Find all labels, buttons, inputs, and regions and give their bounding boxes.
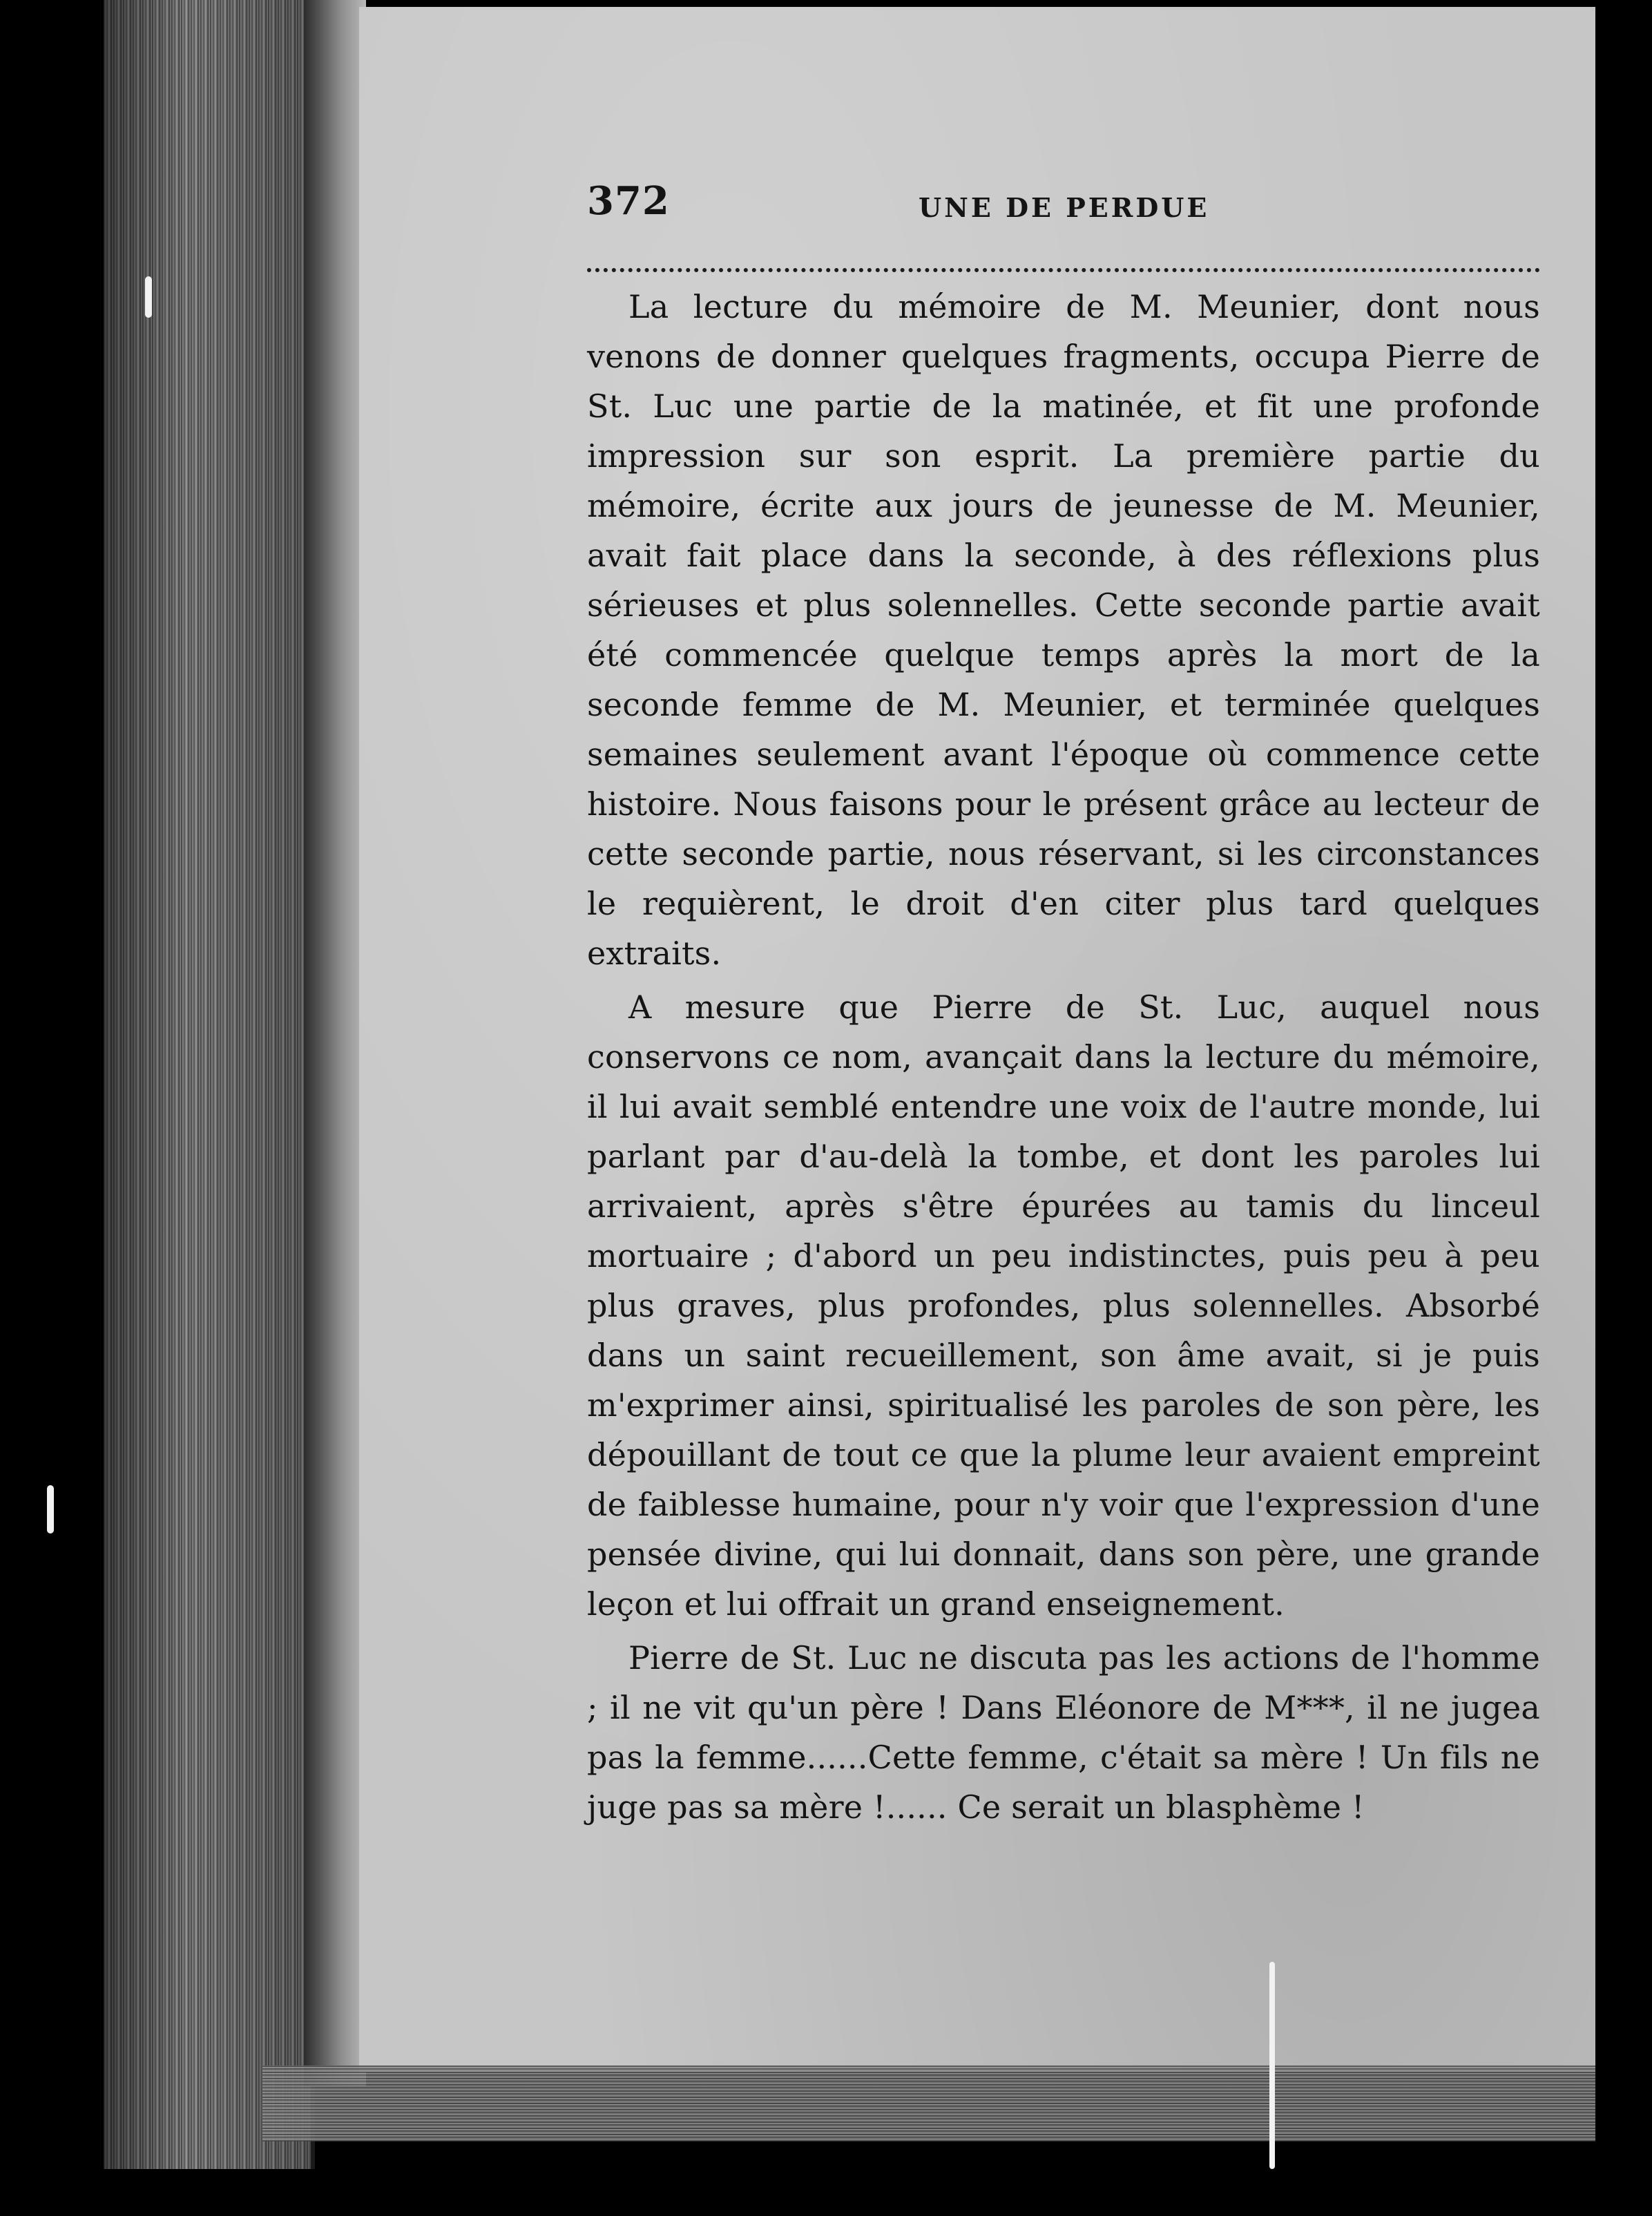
page-number: 372 <box>587 178 670 224</box>
book-gutter <box>304 0 366 2086</box>
running-title: UNE DE PERDUE <box>919 192 1210 223</box>
book-page-edges <box>104 0 315 2169</box>
paragraph: Pierre de St. Luc ne discuta pas les actions de l'homme ; il ne vit qu'un père ! Dans Eléonore de M***, il ne jugea pas la femme......Cette femme, c'était sa mère ! Un fils ne juge pas sa mère !...... Ce serait un blasphème ! <box>587 1639 1540 1826</box>
scan-scratch-mark <box>1269 1962 1275 2169</box>
page-text-block <box>587 178 1540 1832</box>
scan-scratch-mark <box>145 276 152 318</box>
paragraph: La lecture du mémoire de M. Meunier, dont nous venons de donner quelques fragments, occupa Pierre de St. Luc une partie de la matinée, et fit une profonde impression sur son esprit. La première partie du mémoire, écrite aux jours de jeunesse de M. Meunier, avait fait place dans la seconde, à des réflexions plus sérieuses et plus solennelles. Cette seconde partie avait été commencée quelque temps après la mort de la seconde femme de M. Meunier, et terminée quelques semaines seulement avant l'époque où commence cette histoire. Nous faisons pour le présent grâce au lecteur de cette seconde partie, nous réservant, si les circonstances le requièrent, le droit d'en citer plus tard quelques extraits. <box>587 288 1540 972</box>
paragraph: A mesure que Pierre de St. Luc, auquel nous conservons ce nom, avançait dans la lecture du mémoire, il lui avait semblé entendre une voix de l'autre monde, lui parlant par d'au-delà la tombe, et dont les paroles lui arrivaient, après s'être épurées au tamis du linceul mortuaire ; d'abord un peu indistinctes, puis peu à peu plus graves, plus profondes, plus solennelles. Absorbé dans un saint recueillement, son âme avait, si je puis m'exprimer ainsi, spiritualisé les paroles de son père, les dépouillant de tout ce que la plume leur avaient empreint de faiblesse humaine, pour n'y voir que l'expression d'une pensée divine, qui lui donnait, dans son père, une grande leçon et lui offrait un grand enseignement. <box>587 988 1540 1623</box>
running-head <box>587 178 1540 240</box>
scan-scratch-mark <box>47 1485 54 1534</box>
book-bottom-edge <box>262 2065 1595 2141</box>
dotted-rule <box>587 268 1540 272</box>
